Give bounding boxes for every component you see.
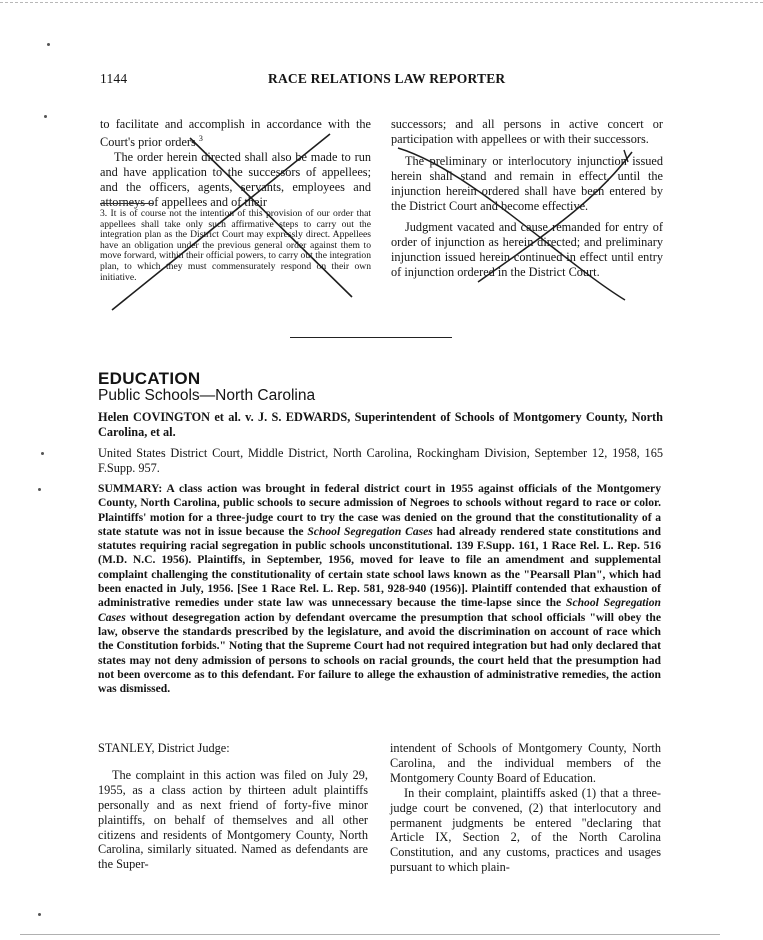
paragraph: intendent of Schools of Montgomery County, North Carolina, and the individual members of the Montgomery County Board of Education.: [390, 741, 661, 785]
scan-edge-bottom: [20, 934, 720, 935]
case-caption: Helen COVINGTON et al. v. J. S. EDWARDS, Superintendent of Schools of Montgomery County, North Carolina, et al.: [98, 410, 663, 439]
left-column-text: [100, 117, 371, 210]
paragraph: The order herein directed shall also be made to run and have application to the successors of appellees; and the officers, agents, servants, employees and attorneys of appellees and of their: [100, 149, 371, 209]
paragraph: [100, 117, 371, 150]
paragraph: The preliminary or interlocutory injunction issued herein shall stand and remain in effect, until the injunction herein ordered shall have been entered by the District Court and become effective.: [391, 153, 663, 213]
scan-speck: [38, 913, 41, 916]
paragraph: In their complaint, plaintiffs asked (1) that a three-judge court be convened, (2) that interlocutory and permanent judgments be entered "declaring that Article IX, Section 2, of the North Carolina Constitution, and any customs, practices and usages pursuant to which plain-: [390, 785, 661, 875]
section-subheading: Public Schools—North Carolina: [98, 387, 316, 404]
scan-speck: [44, 115, 47, 118]
summary-italic: School Segregation Cases: [307, 524, 433, 538]
paragraph: Judgment vacated and cause remanded for entry of order of injunction as herein directed; and preliminary injunction issued herein continued in effect until entry of injunction ordered in the District Court.: [391, 220, 663, 280]
summary-italic: School Segregation Cases: [98, 596, 661, 624]
section-divider: [290, 337, 452, 338]
opinion-left-column: [98, 741, 368, 872]
section-heading: EDUCATION: [98, 369, 201, 388]
footnote: 3. It is of course not the intention of this provision of our order that appellees shall take only such affirmative steps to carry out the integration plan as the District Court may expressly direct. Appellees have an obligation under the previous general order against them to move forward, within their official powers, to carry out the integration plan, to which they must commensurately respond on their own initiative.: [100, 208, 371, 283]
paragraph: successors; and all persons in active concert or participation with appellees or with their successors.: [391, 117, 663, 146]
page-number: 1144: [100, 71, 128, 86]
scan-edge-top: [0, 2, 763, 3]
summary-text: SUMMARY: A class action was brought in federal district court in 1955 against officials of the Montgomery County, North Carolina, public schools to secure admission of Negroes to schools without regard to race or color. Plaintiffs' motion for a three-judge court to try the case was denied on the ground that the constitutionality of a state statute was not in issue because the: [98, 482, 661, 538]
case-summary: [98, 482, 661, 696]
scan-speck: [47, 43, 50, 46]
scan-speck: [41, 452, 44, 455]
opinion-right-column: [390, 741, 661, 875]
summary-text: had already rendered state constitutions and statutes requiring racial segregation in public schools unconstitutional. 139 F.Supp. 161, 1 Race Rel. L. Rep. 516 (M.D. N.C. 1956). Plaintiffs, in September, 1956, moved for leave to file an amendment and supplemental complaint challenging the constitutionality of certain state school laws known as the "Pearsall Plan", which had been enacted in July, 1956. [See 1 Race Rel. L. Rep. 581, 928-940 (1956)]. Plaintiff contended that exhaustion of administrative remedies under state law was unnecessary because the time-lapse since the: [98, 524, 661, 610]
footnote-divider: [100, 203, 154, 204]
summary-text: without desegregation action by defendant overcame the presumption that school officials "will obey the law, observe the standards prescribed by the legislature, and avoid the discrimination on account of race which the Constitution forbids." Noting that the Supreme Court had not required integration but had only declared that states may not deny admission of persons to schools on racial grounds, the court held that the presumption had not been overcome as to this defendant. For failure to allege the exhaustion of administrative remedies, the action was dismissed.: [98, 610, 661, 696]
judge-line: STANLEY, District Judge:: [98, 741, 230, 755]
journal-title: RACE RELATIONS LAW REPORTER: [268, 71, 506, 86]
right-column-text: [391, 117, 663, 280]
paragraph: The complaint in this action was filed on July 29, 1955, as a class action by thirteen adult plaintiffs personally and as next friend of forty-five minor plaintiffs, on behalf of themselves and all other citizens and residents of Montgomery County, North Carolina, similarly situated. Named as defendants are the Super-: [98, 767, 368, 872]
scan-speck: [38, 488, 41, 491]
running-header: [100, 71, 663, 91]
court-citation: United States District Court, Middle District, North Carolina, Rockingham Division, September 12, 1958, 165 F.Supp. 957.: [98, 446, 663, 475]
footnote-ref: 3: [198, 133, 203, 143]
paragraph-text: to facilitate and accomplish in accordance with the Court's prior orders.: [100, 117, 371, 149]
